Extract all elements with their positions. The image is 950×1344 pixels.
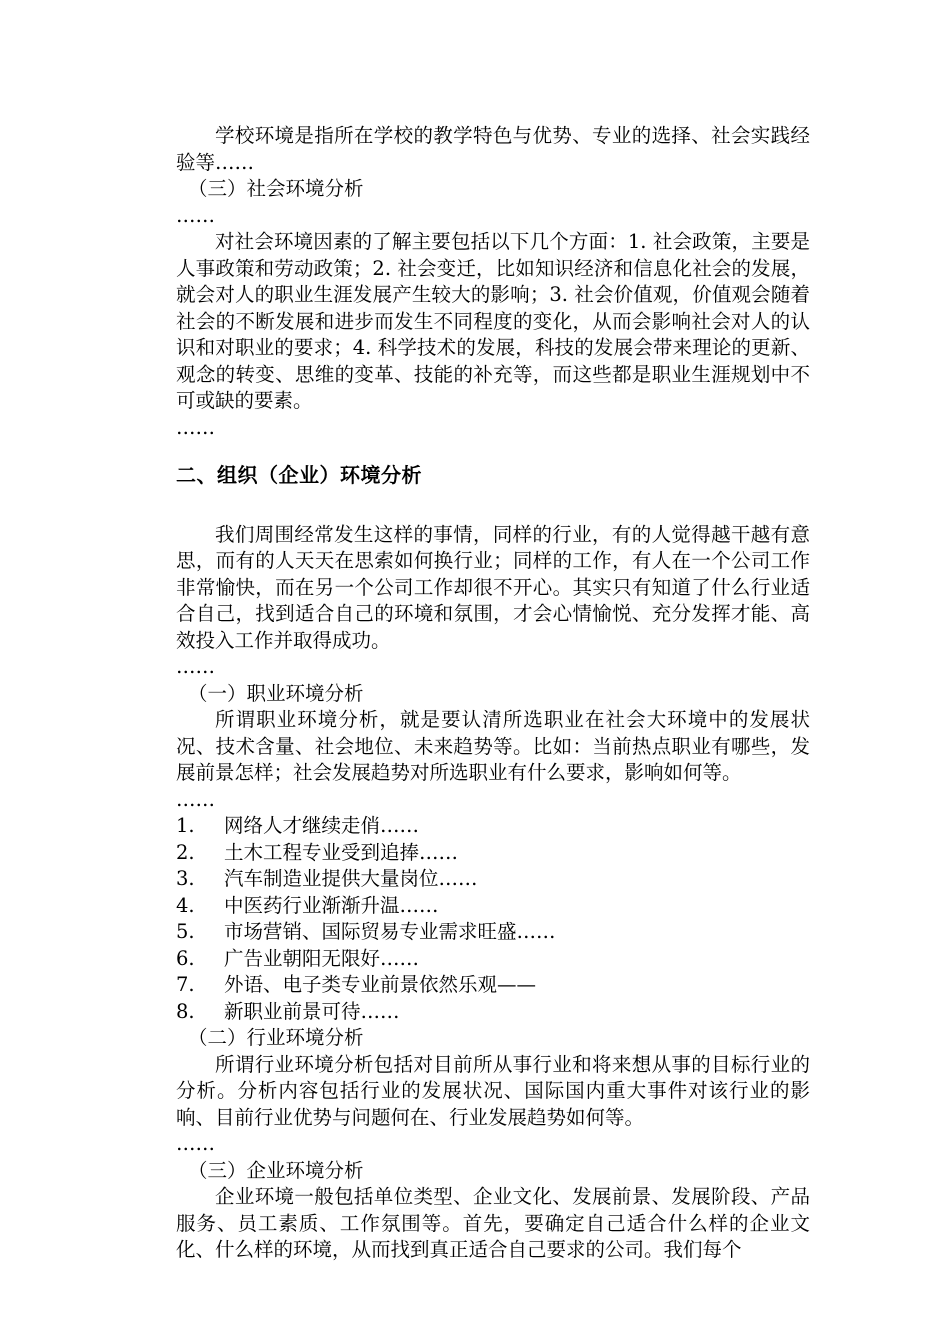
- paragraph-career-environment: 所谓职业环境分析，就是要认清所选职业在社会大环境中的发展状况、技术含量、社会地位、未来趋势等。比如：当前热点职业有哪些，发展前景怎样；社会发展趋势对所选职业有什么要求，影响如何等。: [176, 708, 810, 784]
- list-item-number: 7.: [176, 973, 195, 996]
- ellipsis-2: ……: [176, 415, 215, 439]
- section-heading-organization: 二、组织（企业）环境分析: [176, 463, 422, 487]
- list-item-text: 土木工程专业受到追捧……: [224, 840, 459, 864]
- list-item: [176, 866, 810, 893]
- list-item: [176, 999, 810, 1026]
- paragraph-industry-environment: 所谓行业环境分析包括对目前所从事行业和将来想从事的目标行业的分析。分析内容包括行业的发展状况、国际国内重大事件对该行业的影响、目前行业优势与问题何在、行业发展趋势如何等。: [176, 1052, 810, 1129]
- subheading-social-environment: （三）社会环境分析: [188, 177, 364, 200]
- list-item: [176, 813, 810, 840]
- list-item-text: 中医药行业渐渐升温……: [224, 893, 439, 917]
- list-item-number: 2.: [176, 840, 195, 864]
- list-item: [176, 919, 810, 946]
- list-item-number: 3.: [176, 867, 195, 890]
- spacer: [176, 489, 810, 522]
- list-item: [176, 840, 810, 867]
- list-item-text: 新职业前景可待……: [224, 999, 400, 1023]
- paragraph-enterprise-environment: 企业环境一般包括单位类型、企业文化、发展前景、发展阶段、产品服务、员工素质、工作氛围等。首先，要确定自己适合什么样的企业文化、什么样的环境，从而找到真正适合自己要求的公司。我们每个: [176, 1185, 810, 1261]
- list-item: [176, 946, 810, 973]
- list-item-text: 外语、电子类专业前景依然乐观——: [224, 973, 537, 996]
- ellipsis-3: ……: [176, 655, 215, 678]
- subheading-career-environment: （一）职业环境分析: [188, 681, 364, 705]
- list-item: [176, 972, 810, 999]
- list-item-number: 4.: [176, 893, 195, 917]
- subheading-enterprise-environment: （三）企业环境分析: [188, 1158, 364, 1182]
- list-item-number: 5.: [176, 920, 195, 943]
- ellipsis-5: ……: [176, 1132, 215, 1155]
- hot-careers-list: [176, 813, 810, 1025]
- list-item-text: 网络人才继续走俏……: [224, 814, 420, 837]
- list-item-number: 8.: [176, 999, 195, 1023]
- list-item-number: 6.: [176, 946, 195, 970]
- list-item-text: 市场营销、国际贸易专业需求旺盛……: [224, 920, 556, 943]
- paragraph-school-environment: 学校环境是指所在学校的教学特色与优势、专业的选择、社会实践经验等……: [176, 124, 810, 174]
- spacer: [176, 441, 810, 462]
- paragraph-intro: 我们周围经常发生这样的事情，同样的行业，有的人觉得越干越有意思，而有的人天天在思索如何换行业；同样的工作，有人在一个公司工作非常愉快，而在另一个公司工作却很不开心。其实只有知道了什么行业适合自己，找到适合自己的环境和氛围，才会心情愉悦、充分发挥才能、高效投入工作并取得成功。: [176, 522, 810, 652]
- subheading-industry-environment: （二）行业环境分析: [188, 1026, 364, 1049]
- ellipsis-4: ……: [176, 787, 215, 811]
- ellipsis-1: ……: [176, 203, 215, 227]
- list-item-number: 1.: [176, 814, 195, 837]
- document-body: [176, 123, 810, 1264]
- list-item-text: 广告业朝阳无限好……: [224, 946, 420, 970]
- list-item: [176, 893, 810, 920]
- paragraph-social-environment: 对社会环境因素的了解主要包括以下几个方面：1. 社会政策，主要是人事政策和劳动政策；2. 社会变迁，比如知识经济和信息化社会的发展，就会对人的职业生涯发展产生较大的影响；3. 社会价值观，价值观会随着社会的不断发展和进步而发生不同程度的变化，从而会影响社会对人的认识和对职业的要求；4. 科学技术的发展，科技的发展会带来理论的更新、观念的转变、思维的变革、技能的补充等，而这些都是职业生涯规划中不可或缺的要素。: [176, 230, 810, 412]
- list-item-text: 汽车制造业提供大量岗位……: [224, 867, 478, 890]
